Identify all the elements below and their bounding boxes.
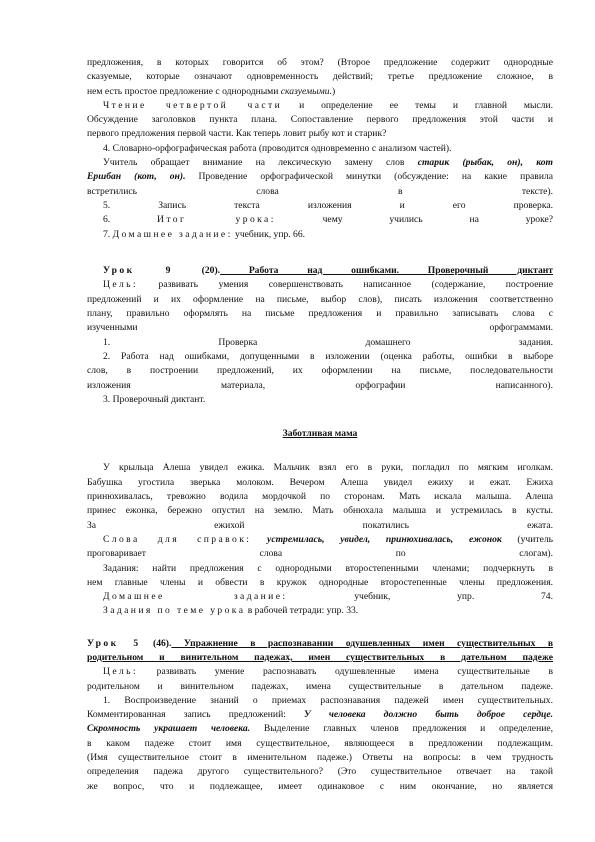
dictation-text: У крыльца Алеша увидел ежика. Мальчик взял его в руки, погладил по мягким иголкам.: [103, 462, 553, 474]
text-line: Скромность украшает человека. Выделение главных членов предложения и определение,: [87, 723, 553, 735]
text-line: За ежихой покатились ежата.: [87, 519, 553, 531]
text-line: слов, в построении предложений, их оформлении на письме, последовательности: [87, 365, 553, 377]
reference-words: Слова для справок: устремилась, увидел, принюхивалась, ежонок (учитель: [103, 533, 553, 545]
text-line: предложений и их оформление на письме, выбор слов), писать изложения соответственно: [87, 293, 553, 305]
text-line: Обсуждение заголовков пункта плана. Сопоставление первого предложения этой части и: [87, 114, 553, 126]
text-line: принес ежонка, бережно опустил на землю. Мать обнюхала малыша и устремилась в кусты.: [87, 505, 553, 517]
text-line: принюхивалась, тревожно водила мордочкой по сторонам. Мать искала малыша. Алеша: [87, 491, 553, 503]
topic-tasks: Задания по теме урока в рабочей тетради: упр. 33.: [103, 605, 359, 617]
text-line: нем главные члены и обвести в кружок однородные второстепенные члены предложения.: [87, 576, 553, 588]
lesson-5-item-1: 1. Воспроизведение знаний о приемах распознавания падежей имен существительных.: [103, 694, 553, 706]
text-line: сказуемые, которые означают одновременность действий; третье предложение сложное, в: [87, 71, 553, 83]
text-line: нем есть простое предложение с однородными сказуемыми.): [87, 85, 336, 97]
text-line: предложения, в которых говорится об этом? (Второе предложение содержит однородные: [87, 57, 553, 68]
lesson-9-item-1: 1. Проверка домашнего задания.: [103, 336, 553, 348]
step-6: 6. Итог урока: чему учились на уроке?: [103, 214, 554, 226]
step-7: 7. Домашнее задание: учебник, упр. 66.: [103, 228, 306, 240]
text-line: изученными орфограммами.: [87, 322, 553, 334]
step-5: 5. Запись текста изложения и его проверка.: [103, 199, 553, 211]
reading-part-four: Чтение четвертой части и определение ее темы и главной мысли.: [103, 99, 554, 111]
text-line: встретились слова в тексте).: [87, 185, 553, 197]
homework: Домашнее задание: учебник, упр. 74.: [103, 591, 554, 603]
text-line: проговаривает слова по слогам).: [87, 548, 553, 560]
teacher-note: Учитель обращает внимание на лексическую замену слов старик (рыбак, он), кот: [103, 157, 553, 169]
lesson-9-item-3: 3. Проверочный диктант.: [103, 393, 206, 405]
lesson-9-item-2: 2. Работа над ошибками, допущенными в изложении (оценка работы, ошибки в выборе: [103, 350, 553, 362]
lesson-9-goal: Цель: развивать умения совершенствовать написанное (содержание, построение: [103, 279, 553, 291]
dictation-task: Задания: найти предложения с однородными второстепенными членами; подчеркнуть в: [103, 562, 553, 574]
text-line: (Имя существительное стоит в именительном падеже.) Ответы на вопросы: в чем трудность: [87, 752, 553, 764]
text-line: изложения материала, орфографии написанного).: [87, 379, 553, 391]
text-line: родительном и винительном падежах, имена существительные в дательном падеже.: [87, 680, 553, 692]
document-page: [87, 56, 553, 794]
dictation-title: Заботливая мама: [282, 428, 358, 440]
text-line: определения падежа другого существительного? (Это существительное отвечает на такой: [87, 766, 553, 778]
text-line: Ершбан (кот, он). Проведение орфографической минутки (обсуждение: на какие правила: [87, 171, 553, 183]
text-line: в каком падеже стоит имя существительное, являющееся в предложении подлежащим.: [87, 737, 553, 749]
text-line: родительном и винительном падежах, имен существительных в дательном падеже: [87, 651, 553, 663]
lesson-9-heading: Урок 9 (20). Работа над ошибками. Проверочный диктант: [103, 265, 553, 277]
lesson-5-heading: Урок 5 (46). Упражнение в распознавании одушевленных имен существительных в: [87, 637, 553, 649]
text-line: Бабушка угостила зверька молоком. Вечером Алеша увидел ежиху и ежат. Ежиха: [87, 476, 553, 488]
text-line: плану, правильно оформлять на письме предложения и правильно записывать слова с: [87, 308, 553, 320]
lesson-5-goal: Цель: развивать умение распознавать одушевленные имена существительные в: [103, 666, 553, 678]
text-line: же вопрос, что и подлежащее, имеет одинаковое с ним окончание, но является: [87, 780, 553, 792]
text-line: Комментированная запись предложений: У человека должно быть доброе сердце.: [87, 709, 553, 721]
text-line: первого предложения первой части. Как теперь ловит рыбу кот и старик?: [87, 128, 387, 140]
step-4: 4. Словарно-орфографическая работа (проводится одновременно с анализом частей).: [103, 142, 452, 154]
